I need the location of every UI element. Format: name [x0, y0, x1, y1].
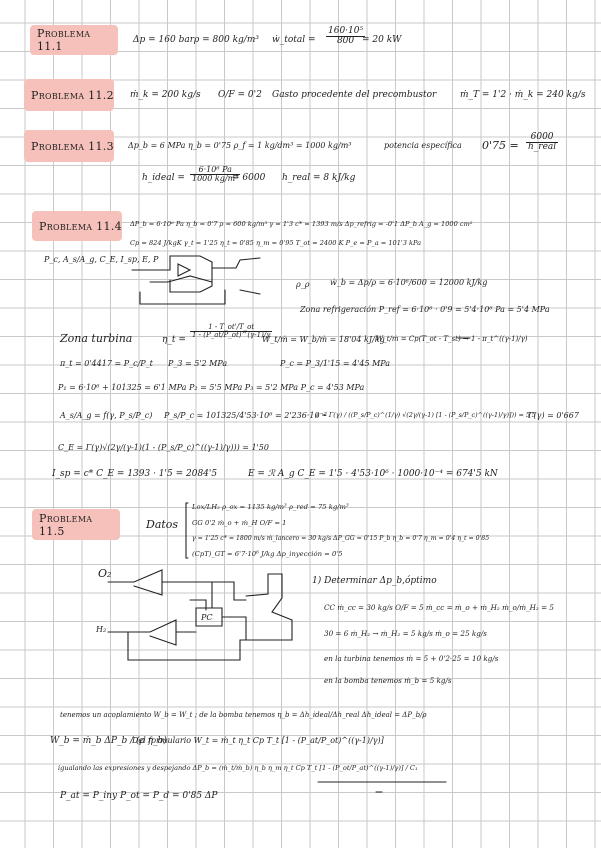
- p114-zona-turbina: Zona turbina: [60, 332, 133, 345]
- p114-wt: W_t/ṁ = W_b/ṁ = 18'04 kJ/kg: [262, 335, 385, 344]
- p114-eta-t-den: 1 - (P_at/P_ot)^(γ-1)/γ: [192, 331, 271, 339]
- p114-p1: P₁ = 6·10⁶ + 101325 = 6'1 MPa P₂ = 5'5 MPa P₃ = 5'2 MPa P_c = 4'53 MPa: [58, 383, 365, 392]
- p114-pc: P_c = P_3/1'15 = 4'45 MPa: [280, 359, 391, 368]
- p115-datos: Datos: [146, 518, 179, 531]
- p114-row2: Cp = 824 J/kgK γ_t = 1'25 η_t = 0'85 η_m = 0'95 T_ot = 2400 K P_e = P_a = 101'3 kPa: [130, 239, 422, 247]
- p112-of: O/F = 0'2: [218, 90, 262, 100]
- p115-m30: 30 = 6 ṁ_H₂ → ṁ_H₂ = 5 kg/s ṁ_o = 25 kg/s: [324, 629, 487, 638]
- p115-d2: GG 0'2 ṁ_o + ṁ_H O/F = 1: [192, 519, 287, 527]
- p114-area-ratio: A_s/A_g = f(γ, P_s/P_c): [60, 411, 153, 420]
- problem-11-3-title: Problema 11.3: [24, 130, 114, 162]
- p111-wdot-num: 160·10⁵: [328, 26, 364, 36]
- p114-row1: ΔP_b = 6·10⁶ Pa η_b = 0'7 ρ = 600 kg/m³ γ = 1'3 c* = 1393 m/s Δp_refrig = -0'1 ΔP_b A_g = 1000 cm²: [130, 220, 473, 228]
- p115-wt-eq: Del formulario W_t = ṁ_t η_t Cp T_t [1 - (P_at/P_ot)^((γ-1)/γ)]: [132, 736, 384, 745]
- p114-unknowns: P_c, A_s/A_g, C_E, I_sp, E, P: [44, 255, 159, 264]
- p114-rho-label: ρ_ρ: [296, 280, 310, 289]
- p114-ce: C_E = Γ(γ)√(2γ/(γ-1)(1 - (P_s/P_c)^((γ-1)/γ))) = 1'50: [58, 443, 269, 452]
- p114-E: E = ℛ A_g C_E = 1'5 · 4'53·10⁶ · 1000·10⁻⁴ = 674'5 kN: [248, 469, 498, 479]
- problem-11-5-title: Problema 11.5: [32, 509, 120, 540]
- p115-wb-eq: W_b = ṁ_b ΔP_b / (ρ η_b): [50, 736, 167, 746]
- p114-p3: P_3 = 5'2 MPa: [168, 359, 228, 368]
- p113-line1: Δp_b = 6 MPa η_b = 0'75 ρ_f = 1 kg/dm³ = 1000 kg/m³: [128, 141, 352, 150]
- p114-gamma: Γ(γ) = 0'667: [528, 411, 579, 420]
- p114-wb: ẇ_b = Δp/ρ = 6·10⁶/600 = 12000 kJ/kg: [330, 278, 488, 287]
- p114-zona-ref: Zona refrigeración P_ref = 6·10⁶ · 0'9 = 5'4·10⁶ Pa = 5'4 MPa: [300, 305, 550, 314]
- p111-wdot-res: = 20 kW: [362, 35, 402, 45]
- p113-eff-num: 6000: [526, 133, 558, 143]
- p115-igual: igualando las expresiones y despejando ΔP_b = (ṁ_t/ṁ_b) η_b η_m η_t Cp T_t [1 - (P_ot/P_at)^((γ-1)/γ)] / C₁: [58, 764, 418, 772]
- p114-eta-t: η_t =: [162, 335, 186, 345]
- p115-d3: γ = 1'25 c* = 1800 m/s ṁ_lancero = 30 kg/s ΔP_GG = 0'15 P_b η_b = 0'7 η_m = 0'4 η_t = 0'85: [192, 535, 490, 542]
- p115-datos-bracket: [186, 503, 188, 558]
- p112-mt: ṁ_T = 1'2 · ṁ_k = 240 kg/s: [460, 90, 586, 100]
- p115-acople: tenemos un acoplamiento W_b = W_t ; de la bomba tenemos η_b = Δh_ideal/Δh_real Δh_ideal = ΔP_b/ρ: [60, 711, 427, 719]
- p115-d4: (CpT)_GT = 6'7·10⁶ J/kg Δp_inyección = 0'5: [192, 550, 343, 558]
- p115-cycle-diagram: [108, 570, 292, 660]
- p114-cycle-sketch: [132, 256, 260, 304]
- p113-h-num: 6·10⁶ Pa: [190, 166, 240, 175]
- p115-last: P_at = P_iny P_ot = P_d = 0'85 ΔP: [60, 791, 218, 801]
- p113-h-real: h_real = 8 kJ/kg: [282, 173, 356, 183]
- p111-wdot-lhs: ẇ_total =: [272, 35, 316, 45]
- p114-isp: I_sp = c* C_E = 1393 · 1'5 = 2084'5: [52, 469, 218, 479]
- p114-pi-t: π_t = 0'4417 = P_c/P_t: [60, 359, 153, 368]
- problem-11-1-title: Problema 11.1: [30, 25, 118, 55]
- p113-h-res: = 6000: [232, 173, 266, 183]
- p113-eff: 0'75 =: [482, 139, 519, 152]
- p113-h-den: 1000 kg/m³: [192, 174, 239, 183]
- p114-pr: P_s/P_c = 101325/4'53·10⁶ = 2'236·10⁻²: [164, 411, 327, 420]
- p115-d1: Lox/LH₂ ρ_ox = 1135 kg/m³ ρ_red = 75 kg/m³: [192, 503, 349, 511]
- p115-h2-label: H₂: [96, 625, 107, 634]
- p115-turb: en la turbina tenemos ṁ = 5 + 0'2·25 = 10 kg/s: [324, 654, 499, 663]
- p115-q1: 1) Determinar Δp_b,óptimo: [312, 576, 437, 586]
- p115-pc-box-label: PC: [201, 613, 213, 622]
- p111-dp: Δp = 160 bar: [133, 35, 194, 45]
- p114-eps: ε = Γ(γ) / ((P_s/P_c)^(1/γ) √(2γ/(γ-1) [1 - (P_s/P_c)^((γ-1)/γ)])) = 5'5: [316, 411, 536, 419]
- p111-rho: ρ = 800 kg/m³: [194, 35, 259, 45]
- p115-o2-label: O₂: [98, 567, 112, 580]
- p115-cc: CC ṁ_cc = 30 kg/s O/F = 5 ṁ_cc = ṁ_o + ṁ_H₂ ṁ_o/ṁ_H₂ = 5: [324, 603, 554, 612]
- p114-wt2: W_t/ṁ = Cp(T_ot - T_st) → 1 - π_t^((γ-1)/γ): [376, 335, 528, 343]
- p113-potencia: potencia específica: [384, 141, 462, 150]
- p113-eff-den: h_real: [528, 142, 557, 152]
- p115-bomb: en la bomba tenemos ṁ_b = 5 kg/s: [324, 676, 452, 685]
- problem-11-2-title: Problema 11.2: [24, 79, 114, 111]
- problem-11-4-title: Problema 11.4: [32, 211, 122, 241]
- p114-eta-t-num: 1 - T_ot'/T_ot: [190, 324, 272, 332]
- p111-wdot-den: 800: [336, 36, 355, 46]
- p112-m: ṁ_k = 200 kg/s: [130, 90, 201, 100]
- p112-note: Gasto procedente del precombustor: [272, 90, 437, 100]
- p113-h-lhs: h_ideal =: [142, 173, 185, 183]
